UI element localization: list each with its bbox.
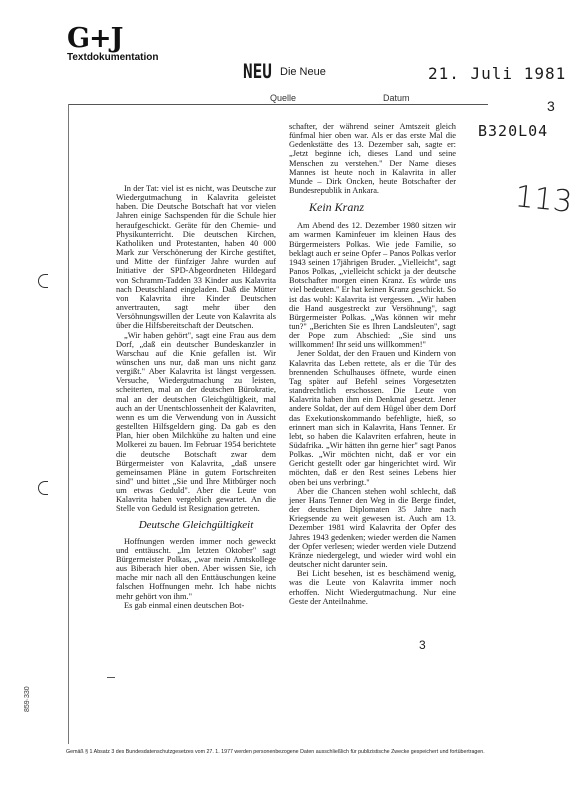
paragraph: „Wir haben gehört", sagt eine Frau aus dem Dorf, „daß ein deutscher Bundeskanzler in Warschau auf die Knie gefallen ist. Wir wünschen uns nur, daß man uns nicht ganz vergißt." Aber Kalavrita ist längst vergessen. Versuche, Wiedergutmachung zu leisten, scheiterten, mal an der deutschen Bürokratie, mal an der deutschen Gleichgültigkeit, mal auch an der Unentschlossenheit der Kalavriten, wenn es um die Verwendung von in Aussicht gestellten Hilfsgeldern ging. Da gab es den Plan, hier oben Milchkühe zu halten und eine Molkerei zu bauen. Im Februar 1954 berichtete die deutsche Botschaft zwar dem Bürgermeister von Kalavrita, „daß unsere gemeinsamen Pläne in gutem Fortschreiten sind" und bittet „Sie und Ihre Mitbürger noch um etwas Geduld". Aber die Leute von Kalavrita haben vergeblich gewartet. An die Stelle von Geduld ist Resignation getreten. (116, 330, 276, 514)
handwritten-number: 113 (513, 179, 574, 220)
archive-code: B320L04 (478, 122, 549, 140)
paragraph: schafter, der während seiner Amtszeit gleich fünfmal hier oben war. Als er das erste Mal die Gedenkstätte des 13. Dezember sah, sagte er: „Jetzt beginne ich, dieses Land und seine Menschen zu verstehen." Der Name dieses Mannes ist heute noch in Kalavrita in aller Munde – Dirk Oncken, heute Botschafter der Bundesrepublik in Ankara. (289, 122, 456, 196)
source-stamp: NEU (243, 60, 272, 83)
paragraph: Aber die Chancen stehen wohl schlecht, daß jener Hans Tenner den Weg in die Berge findet, der deutschen Diplomaten 35 Jahre nach Kriegsende zu weit gewesen ist. Auch am 13. Dezember 1981 wird Kalavrita der Opfer des Jahres 1943 gedenken; wieder werden die Namen der Opfer verlesen; wieder werden viele Dutzend Kränze niedergelegt, und wieder wird wohl ein deutscher nicht darunter sein. (289, 486, 456, 570)
paragraph: Hoffnungen werden immer noch geweckt und enttäuscht. „Im letzten Oktober" sagt Bürgermeister Polkas, „war mein Amtskollege aus Biberach hier oben. Aber wissen Sie, ich mache mir nach all den Enttäuschungen keine falschen Hoffnungen mehr. Ich habe nichts mehr gehört von ihm." (116, 536, 276, 601)
logo-subtitle: Textdokumentation (67, 52, 159, 63)
label-date: Datum (383, 93, 410, 103)
paragraph: Es gab einmal einen deutschen Bot- (124, 600, 245, 610)
subheading: Deutsche Gleichgültigkeit (138, 518, 254, 531)
left-margin-rule (68, 104, 69, 744)
crop-mark (107, 677, 115, 678)
article-column-2 (289, 122, 456, 650)
article-column-1 (116, 184, 276, 610)
date-stamp: 21. Juli 1981 (428, 64, 567, 83)
punch-hole-icon (38, 274, 48, 288)
label-source: Quelle (270, 93, 297, 103)
footer-legal-note: Gemäß § 1 Absatz 3 des Bundesdatenschutzgesetzes vom 27. 1. 1977 werden personenbezogene Daten ausschließlich für publizistische Zwecke gespeichert und fortübertragen. (66, 749, 485, 755)
paragraph: Am Abend des 12. Dezember 1980 sitzen wir am warmen Kaminfeuer im kleinen Haus des Bürgermeisters Polkas. Wie jede Familie, so beklagt auch er seine Opfer – Panos Polkas verlor 1943 seinen 17jährigen Bruder. „Vielleicht", sagt Panos Polkas, „vielleicht schickt ja der deutsche Botschafter morgen einen Kranz. Es würde uns viel bedeuten." Er hat keinen Kranz geschickt. So ist das wohl: Kalavrita ist vergessen. „Wir haben die Hand ausgestreckt zur Versöhnung", sagt Bürgermeister Polkas. „Was können wir mehr tun?" „Berichten Sie es Ihren Landsleuten", sagt der Pope zum Abschied: „Sie sind uns willkommen! Ihr seid uns willkommen!" (289, 221, 456, 350)
end-mark: 3 (419, 638, 426, 652)
paragraph: Bei Licht besehen, ist es beschämend wenig, was die Leute von Kalavrita immer noch erhoffen. Nicht Wiedergutmachung. Nur eine Geste der Anteilnahme. (289, 569, 456, 606)
source-name: Die Neue (280, 66, 326, 78)
logo: G+J (67, 23, 123, 54)
subheading: Kein Kranz (309, 200, 365, 215)
paragraph: In der Tat: viel ist es nicht, was Deutsche zur Wiedergutmachung in Kalavrita geleistet haben. Die Deutsche Botschaft hat vor vielen Jahren einige Sachspenden für die Schule hier heraufgeschickt. Geräte für den Chemie- und Physikunterricht. Die deutschen Kirchen, Katholiken und Protestanten, haben 40 000 Mark zur Verschönerung der Kirche gestiftet, und Mitte der fünfziger Jahre wurden auf Initiative der SPD-Abgeordneten Hildegard von Schramm-Tadden 33 Kinder aus Kalavrita nach Deutschland eingeladen. Daß die Mütter von Kalavrita ihre Kinder Deutschen anvertrauten, sagt mehr über den Versöhnungswillen der Leute von Kalavrita als über die Hilfsbereitschaft der Deutschen. (116, 184, 276, 331)
side-code: 859·330 (24, 686, 31, 712)
header-rule (68, 104, 488, 105)
punch-hole-icon (38, 481, 48, 495)
paragraph: Jener Soldat, der den Frauen und Kindern von Kalavrita das Leben rettete, als er die Tür des brennenden Schulhauses öffnete, wurde einen Tag später auf Befehl seines Vorgesetzten standrechtlich erschossen. Die Leute von Kalavrita haben ihm ein Denkmal gesetzt. Jener andere Soldat, der auf dem Hügel über dem Dorf das Exekutionskommando befehligte, hieß, so erinnert man sich in Kalavrita, Hans Tenner. Er lebt, so haben die Kalavriten erfahren, heute in Südafrika. „Wir hätten ihn gerne hier" sagt Panos Polkas. „Wir möchten nicht, daß er vor ein Gericht gestellt oder gar hingerichtet wird. Wir möchten, daß er den Rest seines Lebens hier oben bei uns verbringt." (289, 349, 456, 487)
page-mark: 3 (547, 98, 555, 114)
